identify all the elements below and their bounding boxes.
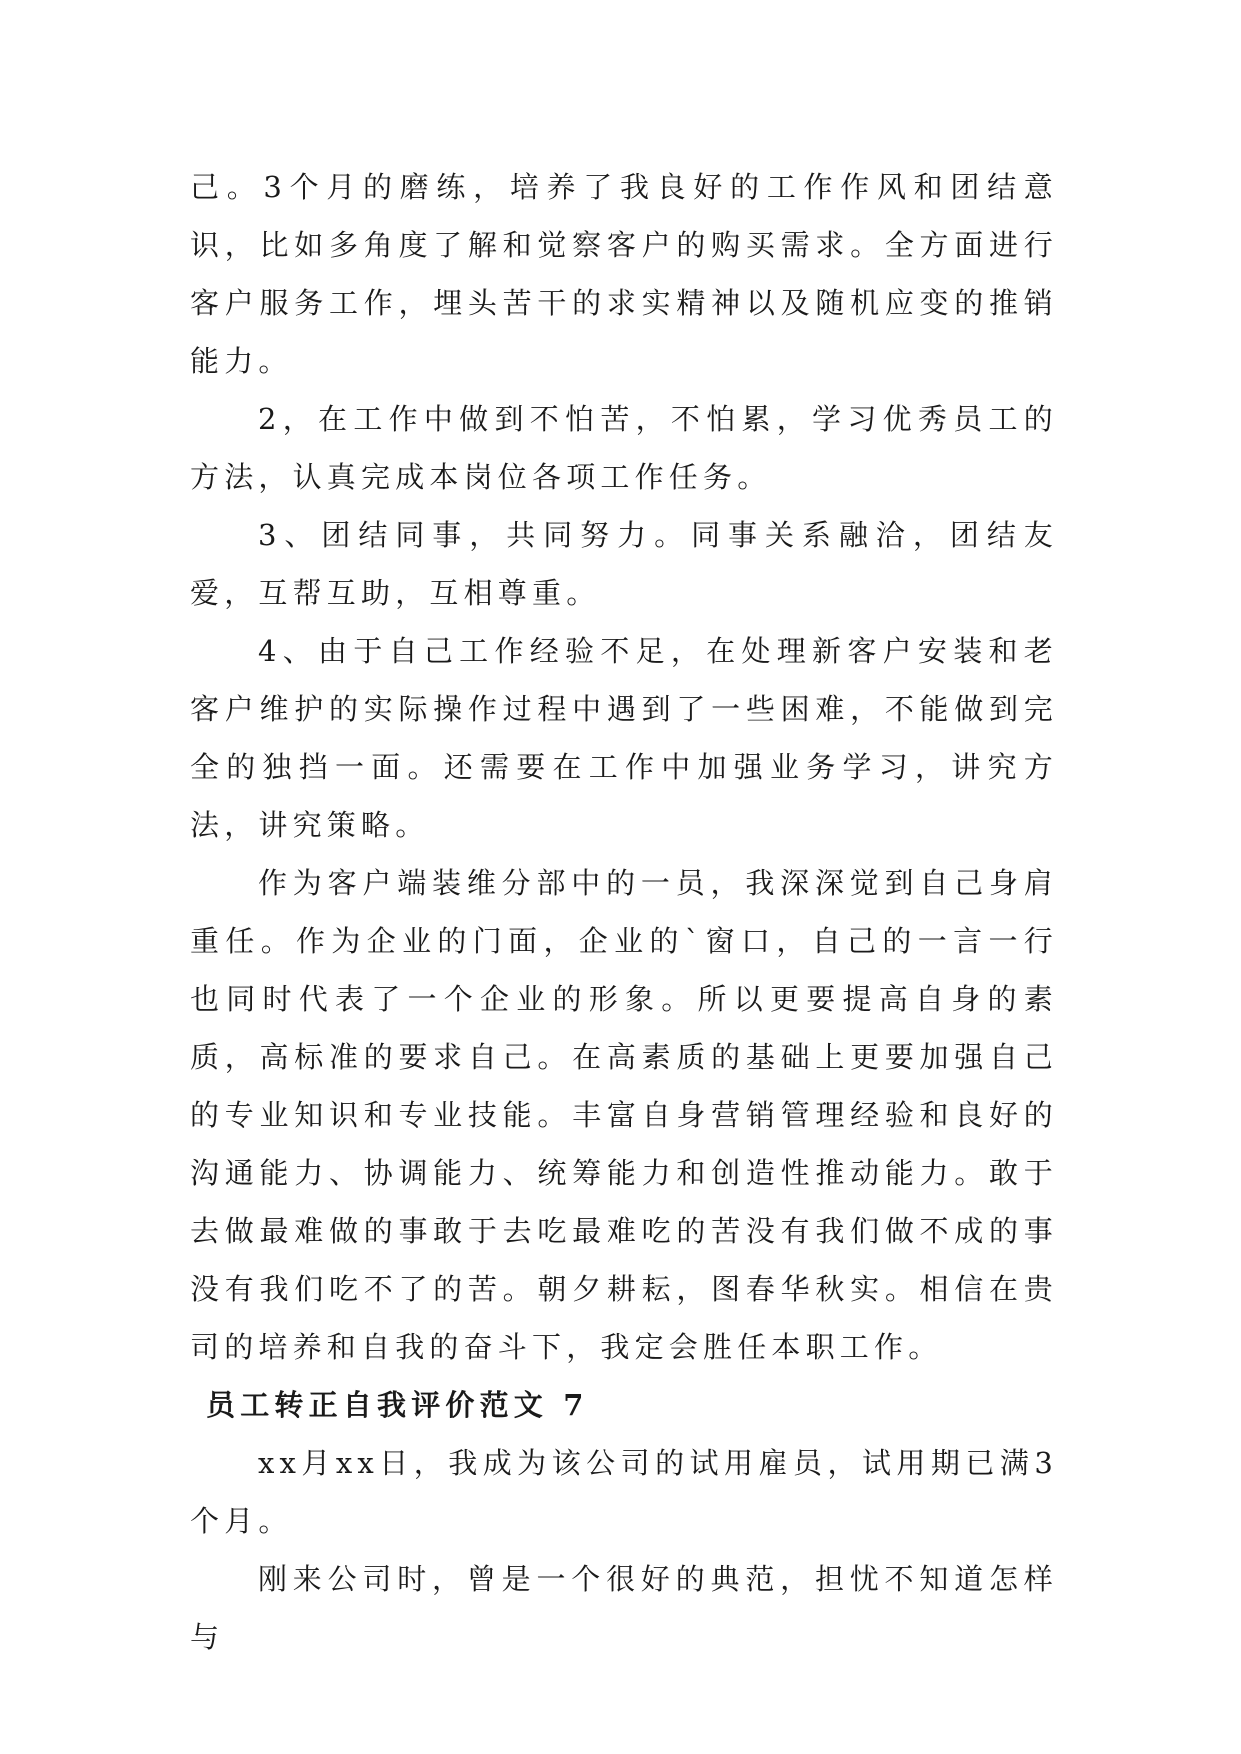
paragraph-2: 2，在工作中做到不怕苦，不怕累，学习优秀员工的方法，认真完成本岗位各项工作任务。 xyxy=(190,402,1058,494)
paragraph-5: 作为客户端装维分部中的一员，我深深觉到自己身肩重任。作为企业的门面，企业的`窗口，自己的一言一行也同时代表了一个企业的形象。所以更要提高自身的素质，高标准的要求自己。在高素质的基础上更要加强自己的专业知识和专业技能。丰富自身营销管理经验和良好的沟通能力、协调能力、统筹能力和创造性推动能力。敢于去做最难做的事敢于去吃最难吃的苦没有我们做不成的事没有我们吃不了的苦。朝夕耕耘，图春华秋实。相信在贵司的培养和自我的奋斗下，我定会胜任本职工作。 xyxy=(190,866,1058,1364)
paragraph-4: 4、由于自己工作经验不足，在处理新客户安装和老客户维护的实际操作过程中遇到了一些困难，不能做到完全的独挡一面。还需要在工作中加强业务学习，讲究方法，讲究策略。 xyxy=(190,634,1058,842)
paragraph-1: 己。3个月的磨练，培养了我良好的工作作风和团结意识，比如多角度了解和觉察客户的购买需求。全方面进行客户服务工作，埋头苦干的求实精神以及随机应变的推销能力。 xyxy=(190,170,1058,378)
paragraph-3: 3、团结同事，共同努力。同事关系融洽，团结友爱，互帮互助，互相尊重。 xyxy=(190,518,1058,610)
paragraph-6: xx月xx日，我成为该公司的试用雇员，试用期已满3个月。 xyxy=(190,1446,1058,1538)
paragraph-7: 刚来公司时，曾是一个很好的典范，担忧不知道怎样与 xyxy=(190,1562,1058,1654)
section-heading: 员工转正自我评价范文 7 xyxy=(206,1388,589,1422)
document-body xyxy=(190,158,1058,1666)
